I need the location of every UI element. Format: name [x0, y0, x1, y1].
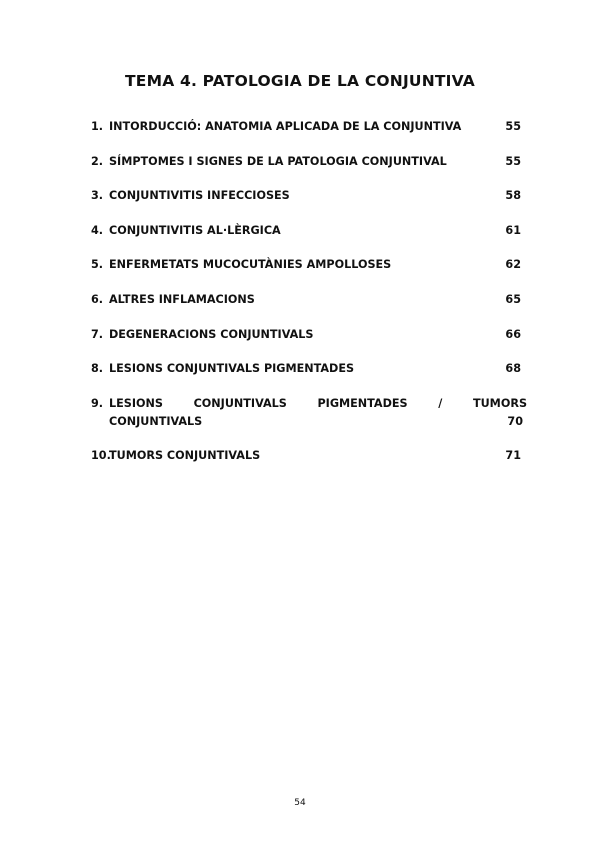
toc-entry-word: CONJUNTIVALS: [109, 414, 203, 428]
toc-entry-label: DEGENERACIONS CONJUNTIVALS: [109, 327, 314, 341]
toc-entry-page: 62: [505, 258, 521, 272]
toc-entry-6[interactable]: [91, 291, 522, 309]
toc-entry-number: 1.: [91, 120, 104, 133]
toc-entry-word: TUMORS: [472, 396, 527, 410]
toc-entry-label: LESIONS CONJUNTIVALS PIGMENTADES: [109, 362, 355, 376]
page-number: 54: [294, 798, 306, 808]
toc-entry-page: 71: [505, 449, 521, 463]
toc-entry-number: 2.: [91, 154, 104, 168]
toc-entry-label: INTORDUCCIÓ: ANATOMIA APLICADA DE LA CONJUNTIVA: [109, 120, 462, 133]
toc-entry-label: ENFERMETATS MUCOCUTÀNIES AMPOLLOSES: [109, 258, 392, 272]
toc-entry-word: PIGMENTADES: [317, 396, 408, 410]
toc-entry-7[interactable]: [91, 326, 522, 344]
toc-entry-number: 6.: [91, 292, 104, 306]
toc-entry-9[interactable]: [91, 395, 527, 431]
toc-entry-word: LESIONS: [109, 396, 163, 410]
toc-entry-word: CONJUNTIVALS: [193, 396, 287, 410]
toc-entry-number: 4.: [91, 223, 104, 237]
toc-entry-number: 8.: [91, 362, 104, 376]
toc-entry-label: CONJUNTIVITIS INFECCIOSES: [109, 189, 290, 203]
toc-entry-number: 7.: [91, 327, 104, 341]
toc-entry-1[interactable]: [91, 118, 522, 136]
toc-entry-4[interactable]: [91, 222, 522, 240]
toc-entry-number: 3.: [91, 189, 104, 203]
toc-entry-label: [109, 395, 527, 431]
toc-entry-3[interactable]: [91, 187, 522, 205]
toc-entry-page: 55: [505, 120, 521, 133]
chapter-title: TEMA 4. PATOLOGIA DE LA CONJUNTIVA: [125, 72, 475, 90]
toc-entry-10[interactable]: [91, 447, 522, 465]
toc-entry-label: CONJUNTIVITIS AL·LÈRGICA: [109, 223, 281, 237]
toc-entry-label: ALTRES INFLAMACIONS: [109, 292, 255, 306]
toc-entry-number: 10.: [91, 449, 111, 463]
toc-entry-page: 61: [505, 223, 521, 237]
toc-entry-page: 65: [505, 292, 521, 306]
toc-entry-2[interactable]: [91, 153, 522, 171]
toc-entry-page: 68: [505, 362, 521, 376]
toc-entry-8[interactable]: [91, 360, 522, 378]
toc-entry-number: 5.: [91, 258, 104, 272]
toc-entry-number: 9.: [91, 396, 104, 410]
toc-entry-page: 55: [505, 154, 521, 168]
toc-entry-5[interactable]: [91, 256, 522, 274]
toc-entry-page: 70: [507, 414, 523, 428]
toc-entry-page: 66: [505, 327, 521, 341]
table-of-contents: [91, 118, 527, 482]
toc-entry-page: 58: [505, 189, 521, 203]
toc-entry-label-line2: [109, 413, 523, 431]
toc-entry-label: TUMORS CONJUNTIVALS: [109, 449, 261, 463]
toc-entry-word: /: [438, 396, 443, 410]
toc-entry-label-line1: [109, 395, 527, 413]
toc-entry-label: SÍMPTOMES I SIGNES DE LA PATOLOGIA CONJUNTIVAL: [109, 154, 447, 168]
